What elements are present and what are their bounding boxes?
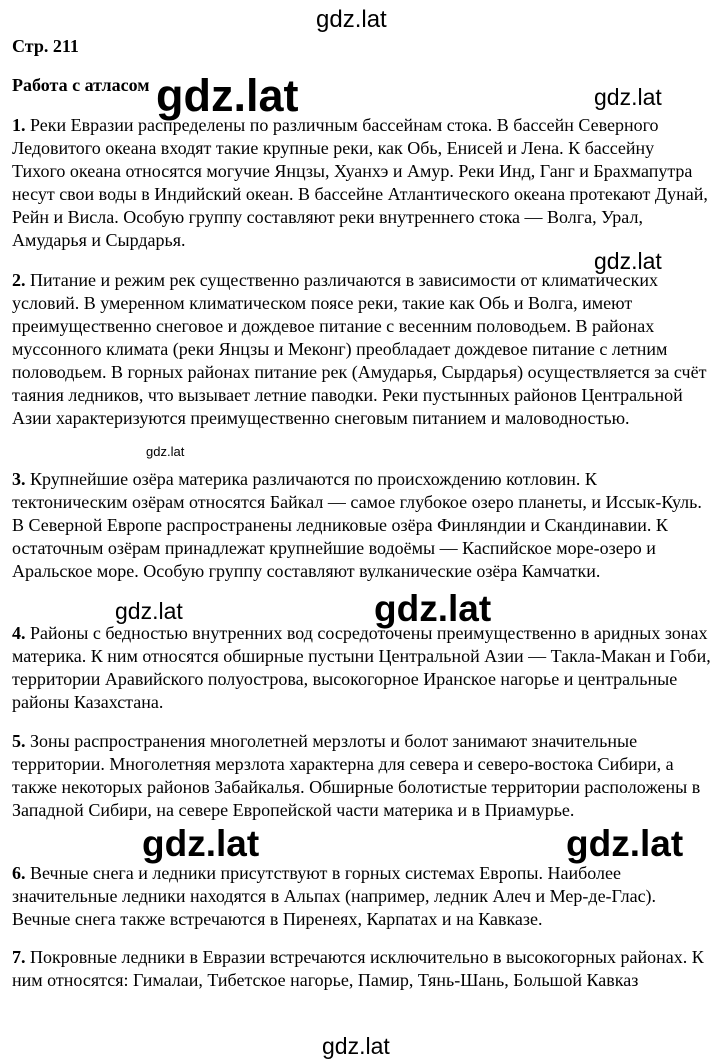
- watermark-big-top: gdz.lat: [156, 70, 299, 121]
- page-reference: Стр. 211: [12, 36, 79, 56]
- paragraph-text: Зоны распространения многолетней мерзлоты и болот занимают значительные территории. Многолетняя мерзлота характерна для севера и северо-востока Сибири, а также некоторых районов Забайкалья. Обширные болотистые территории расположены в Западной Сибири, на севере Европейской части материка и в Приамурье.: [12, 731, 701, 820]
- paragraph-text: Районы с бедностью внутренних вод сосредоточены преимущественно в аридных зонах материка. К ним относятся обширные пустыни Центральной Азии — Такла-Макан и Гоби, территории Аравийского полуострова, высокогорное Иранское нагорье и центральные районы Казахстана.: [12, 623, 711, 712]
- paragraph-text: Покровные ледники в Евразии встречаются исключительно в высокогорных районах. К ним относятся: Гималаи, Тибетское нагорье, Памир, Тянь-Шань, Большой Кавказ: [12, 947, 704, 990]
- watermark-top: gdz.lat: [316, 6, 387, 33]
- paragraph-2: [12, 269, 712, 430]
- paragraph-text: Реки Евразии распределены по различным бассейнам стока. В бассейн Северного Ледовитого океана входят такие крупные реки, как Обь, Енисей и Лена. К бассейну Тихого океана относятся могучие Янцзы, Хуанхэ и Амур. Реки Инд, Ганг и Брахмапутра несут свои воды в Индийский океан. В бассейне Атлантического океана протекают Дунай, Рейн и Висла. Особую группу составляют реки внутреннего стока — Волга, Урал, Амударья и Сырдарья.: [12, 115, 708, 250]
- paragraph-5: [12, 730, 712, 822]
- watermark-right-top: gdz.lat: [594, 84, 662, 110]
- watermark-small: gdz.lat: [146, 444, 185, 459]
- paragraph-1: [12, 114, 712, 252]
- paragraph-text: Питание и режим рек существенно различаются в зависимости от климатических условий. В умеренном климатическом поясе реки, такие как Обь и Волга, имеют преимущественно снеговое и дождевое питание с весенним половодьем. В районах муссонного климата (реки Янцзы и Меконг) преобладает дождевое питание с летним половодьем. В горных районах питание рек (Амударья, Сырдарья) осуществляется за счёт таяния ледников, что вызывает летние паводки. Реки пустынных районов Центральной Азии характеризуются преимущественно снеговым питанием и маловодностью.: [12, 270, 707, 428]
- paragraph-7: [12, 946, 712, 992]
- paragraph-text: Крупнейшие озёра материка различаются по происхождению котловин. К тектоническим озёрам относятся Байкал — самое глубокое озеро планеты, и Иссык-Куль. В Северной Европе распространены ледниковые озёра Финляндии и Скандинавии. К остаточным озёрам принадлежат крупнейшие водоёмы — Каспийское море-озеро и Аральское море. Особую группу составляют вулканические озёра Камчатки.: [12, 469, 702, 581]
- paragraph-number: 2.: [12, 270, 26, 290]
- paragraph-4: [12, 622, 712, 714]
- watermark-left-mid: gdz.lat: [115, 598, 183, 624]
- paragraph-text: Вечные снега и ледники присутствуют в горных системах Европы. Наиболее значительные ледники находятся в Альпах (например, ледник Алеч и Мер-де-Глас). Вечные снега также встречаются в Пиренеях, Карпатах и на Кавказе.: [12, 863, 657, 929]
- paragraph-number: 6.: [12, 863, 26, 883]
- paragraph-3: [12, 468, 712, 583]
- paragraph-number: 5.: [12, 731, 26, 751]
- section-title: Работа с атласом: [12, 75, 150, 95]
- watermark-right-low: gdz.lat: [566, 823, 684, 864]
- paragraph-6: [12, 862, 712, 931]
- watermark-left-low: gdz.lat: [142, 823, 260, 864]
- watermark-center-mid: gdz.lat: [374, 588, 492, 629]
- watermark-bottom: gdz.lat: [322, 1033, 390, 1059]
- paragraph-number: 3.: [12, 469, 26, 489]
- paragraph-number: 1.: [12, 115, 26, 135]
- paragraph-number: 7.: [12, 947, 26, 967]
- watermark-right-2: gdz.lat: [594, 248, 662, 274]
- paragraph-number: 4.: [12, 623, 26, 643]
